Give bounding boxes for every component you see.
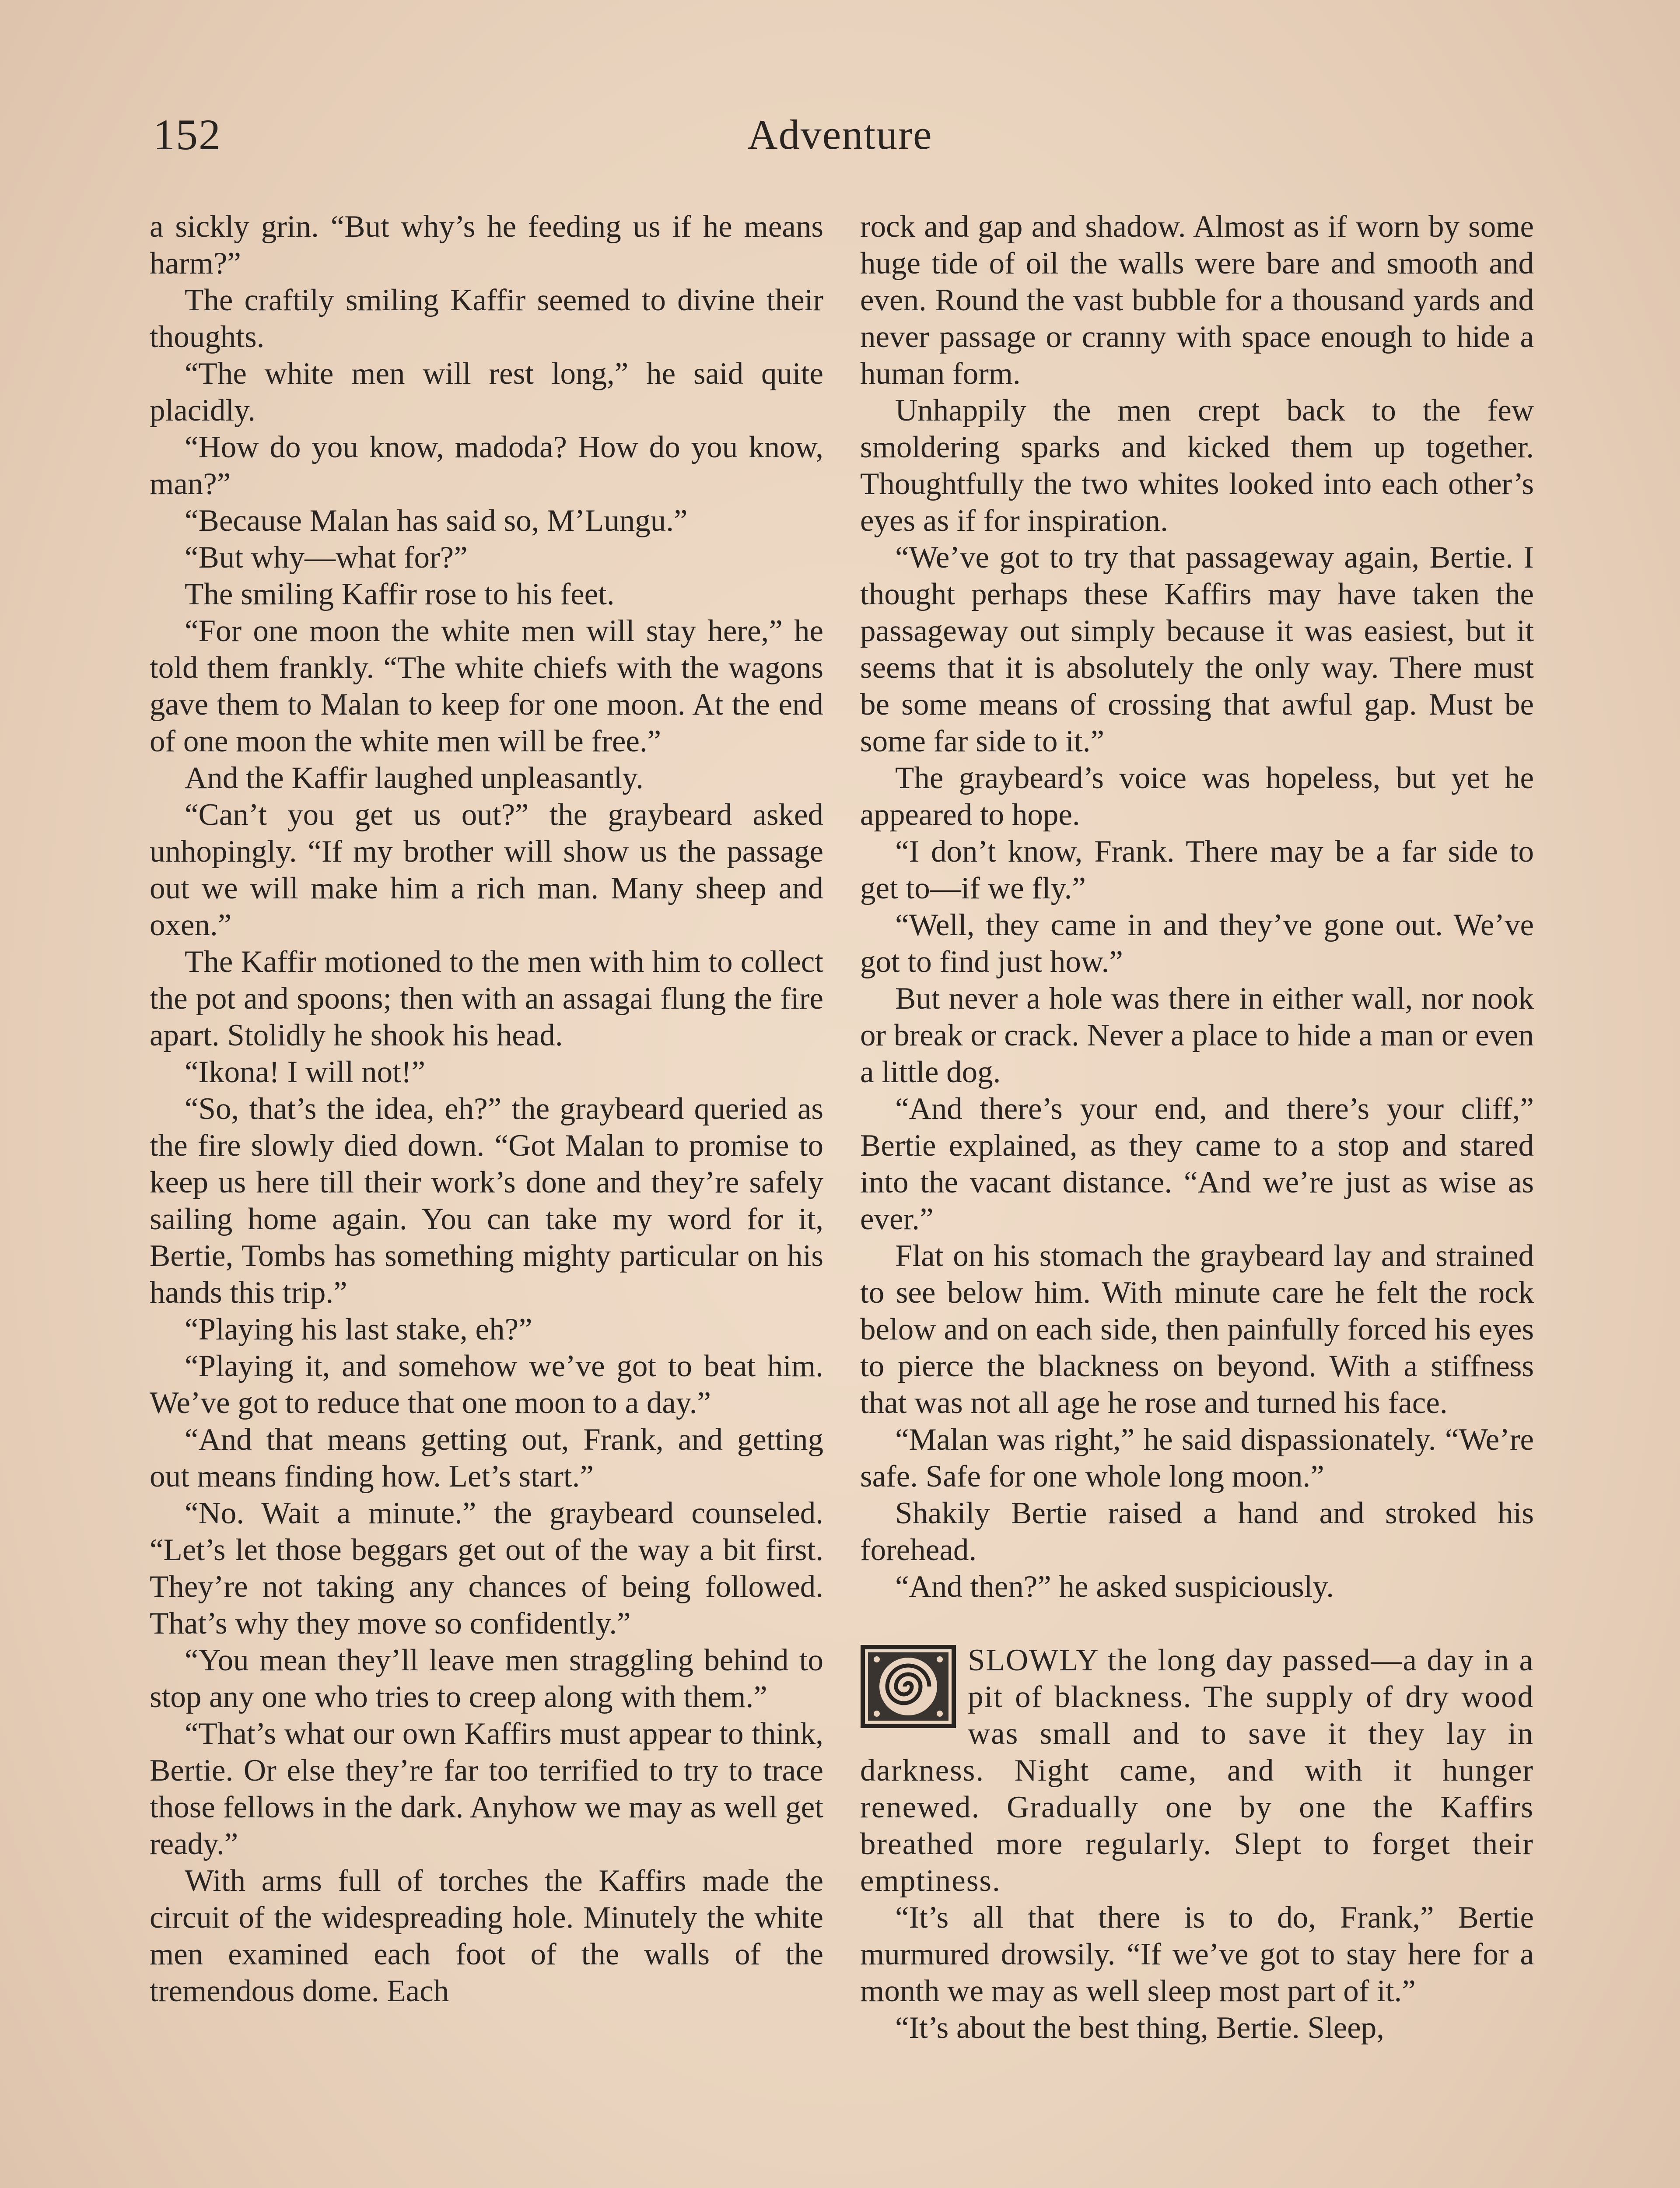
paragraph: And the Kaffir laughed unpleasantly. [185,761,644,795]
paragraph: With arms full of torches the Kaffirs made the circuit of the widespreading hole. Minutely the white men examined each foot of the walls of the tremendous dome. Each [150,1864,823,2008]
paragraph: The graybeard’s voice was hopeless, but yet he appeared to hope. [860,761,1534,832]
paragraph: “You mean they’ll leave men straggling behind to stop any one who tries to creep along with them.” [150,1643,823,1714]
paragraph: The craftily smiling Kaffir seemed to divine their thoughts. [150,283,823,354]
paragraph: “The white men will rest long,” he said quite placidly. [150,357,823,428]
right-column [860,208,1534,2046]
paragraph: “Ikona! I will not!” [185,1055,426,1089]
paragraph: “Playing his last stake, eh?” [185,1312,532,1346]
paragraph: SLOWLY the long day passed—a day in a pit of blackness. The supply of dry wood was small and to save it they lay in darkness. Night came, and with it hunger renewed. Gradually one by one the Kaffirs breathed more regularly. Slept to forget their emptiness. [860,1643,1534,1898]
paragraph: “It’s about the best thing, Bertie. Sleep, [895,2011,1385,2045]
page-number: 152 [153,110,221,159]
paragraph: “But why—what for?” [185,540,468,575]
running-head-title: Adventure [747,111,933,158]
paragraph: “And then?” he asked suspiciously. [895,1570,1334,1604]
paragraph: But never a hole was there in either wall, nor nook or break or crack. Never a place to hide a man or even a little dog. [860,982,1534,1089]
paragraph: “It’s all that there is to do, Frank,” Bertie murmured drowsily. “If we’ve got to stay here for a month we may as well sleep most part of it.” [860,1900,1534,2008]
left-column [150,208,823,2009]
paragraph: a sickly grin. “But why’s he feeding us if he means harm?” [150,210,823,281]
paragraph: “For one moon the white men will stay here,” he told them frankly. “The white chiefs with the wagons gave them to Malan to keep for one moon. At the end of one moon the white men will be free.” [150,614,823,758]
paragraph: Shakily Bertie raised a hand and stroked his forehead. [860,1496,1534,1567]
paragraph: “I don’t know, Frank. There may be a far side to get to—if we fly.” [860,835,1534,905]
paragraph: “Playing it, and somehow we’ve got to beat him. We’ve got to reduce that one moon to a day.” [150,1349,823,1420]
paragraph: The Kaffir motioned to the men with him to collect the pot and spoons; then with an assagai flung the fire apart. Stolidly he shook his head. [150,945,823,1052]
page-header [153,109,1527,161]
paragraph: The smiling Kaffir rose to his feet. [185,577,615,611]
paragraph: Flat on his stomach the graybeard lay and strained to see below him. With minute care he felt the rock below and on each side, then painfully forced his eyes to pierce the blackness on beyond. With a stiffness that was not all age he rose and turned his face. [860,1239,1534,1420]
paragraph: “Well, they came in and they’ve gone out. We’ve got to find just how.” [860,908,1534,979]
paragraph: “Because Malan has said so, M’Lungu.” [185,504,688,538]
paragraph: “How do you know, madoda? How do you know, man?” [150,430,823,501]
paragraph: “Can’t you get us out?” the graybeard asked unhopingly. “If my brother will show us the passage out we will make him a rich man. Many sheep and oxen.” [150,798,823,942]
paragraph: “We’ve got to try that passageway again, Bertie. I thought perhaps these Kaffirs may have taken the passageway out simply because it was easiest, but it seems that it is absolutely the only way. There must be some means of crossing that awful gap. Must be some far side to it.” [860,540,1534,758]
paragraph: “No. Wait a minute.” the graybeard counseled. “Let’s let those beggars get out of the way a bit first. They’re not taking any chances of being followed. That’s why they move so confidently.” [150,1496,823,1641]
paragraph: rock and gap and shadow. Almost as if worn by some huge tide of oil the walls were bare and smooth and even. Round the vast bubble for a thousand yards and never passage or cranny with space enough to hide a human form. [860,210,1534,391]
paragraph: “Malan was right,” he said dispassionately. “We’re safe. Safe for one whole long moon.” [860,1423,1534,1494]
paragraph: “And that means getting out, Frank, and getting out means finding how. Let’s start.” [150,1423,823,1494]
paragraph: Unhappily the men crept back to the few smoldering sparks and kicked them up together. Thoughtfully the two whites looked into each other’s eyes as if for inspiration. [860,393,1534,538]
paragraph: “So, that’s the idea, eh?” the graybeard queried as the fire slowly died down. “Got Malan to promise to keep us here till their work’s done and they’re safely sailing home again. You can take my word for it, Bertie, Tombs has something mighty particular on his hands this trip.” [150,1092,823,1310]
ornament-graphic [860,1645,956,1729]
paragraph: “And there’s your end, and there’s your cliff,” Bertie explained, as they came to a stop and stared into the vacant distance. “And we’re just as wise as ever.” [860,1092,1534,1236]
spiral-dropcap-ornament-icon [860,1645,956,1729]
paragraph: “That’s what our own Kaffirs must appear to think, Bertie. Or else they’re far too terrified to try to trace those fellows in the dark. Anyhow we may as well get ready.” [150,1717,823,1861]
